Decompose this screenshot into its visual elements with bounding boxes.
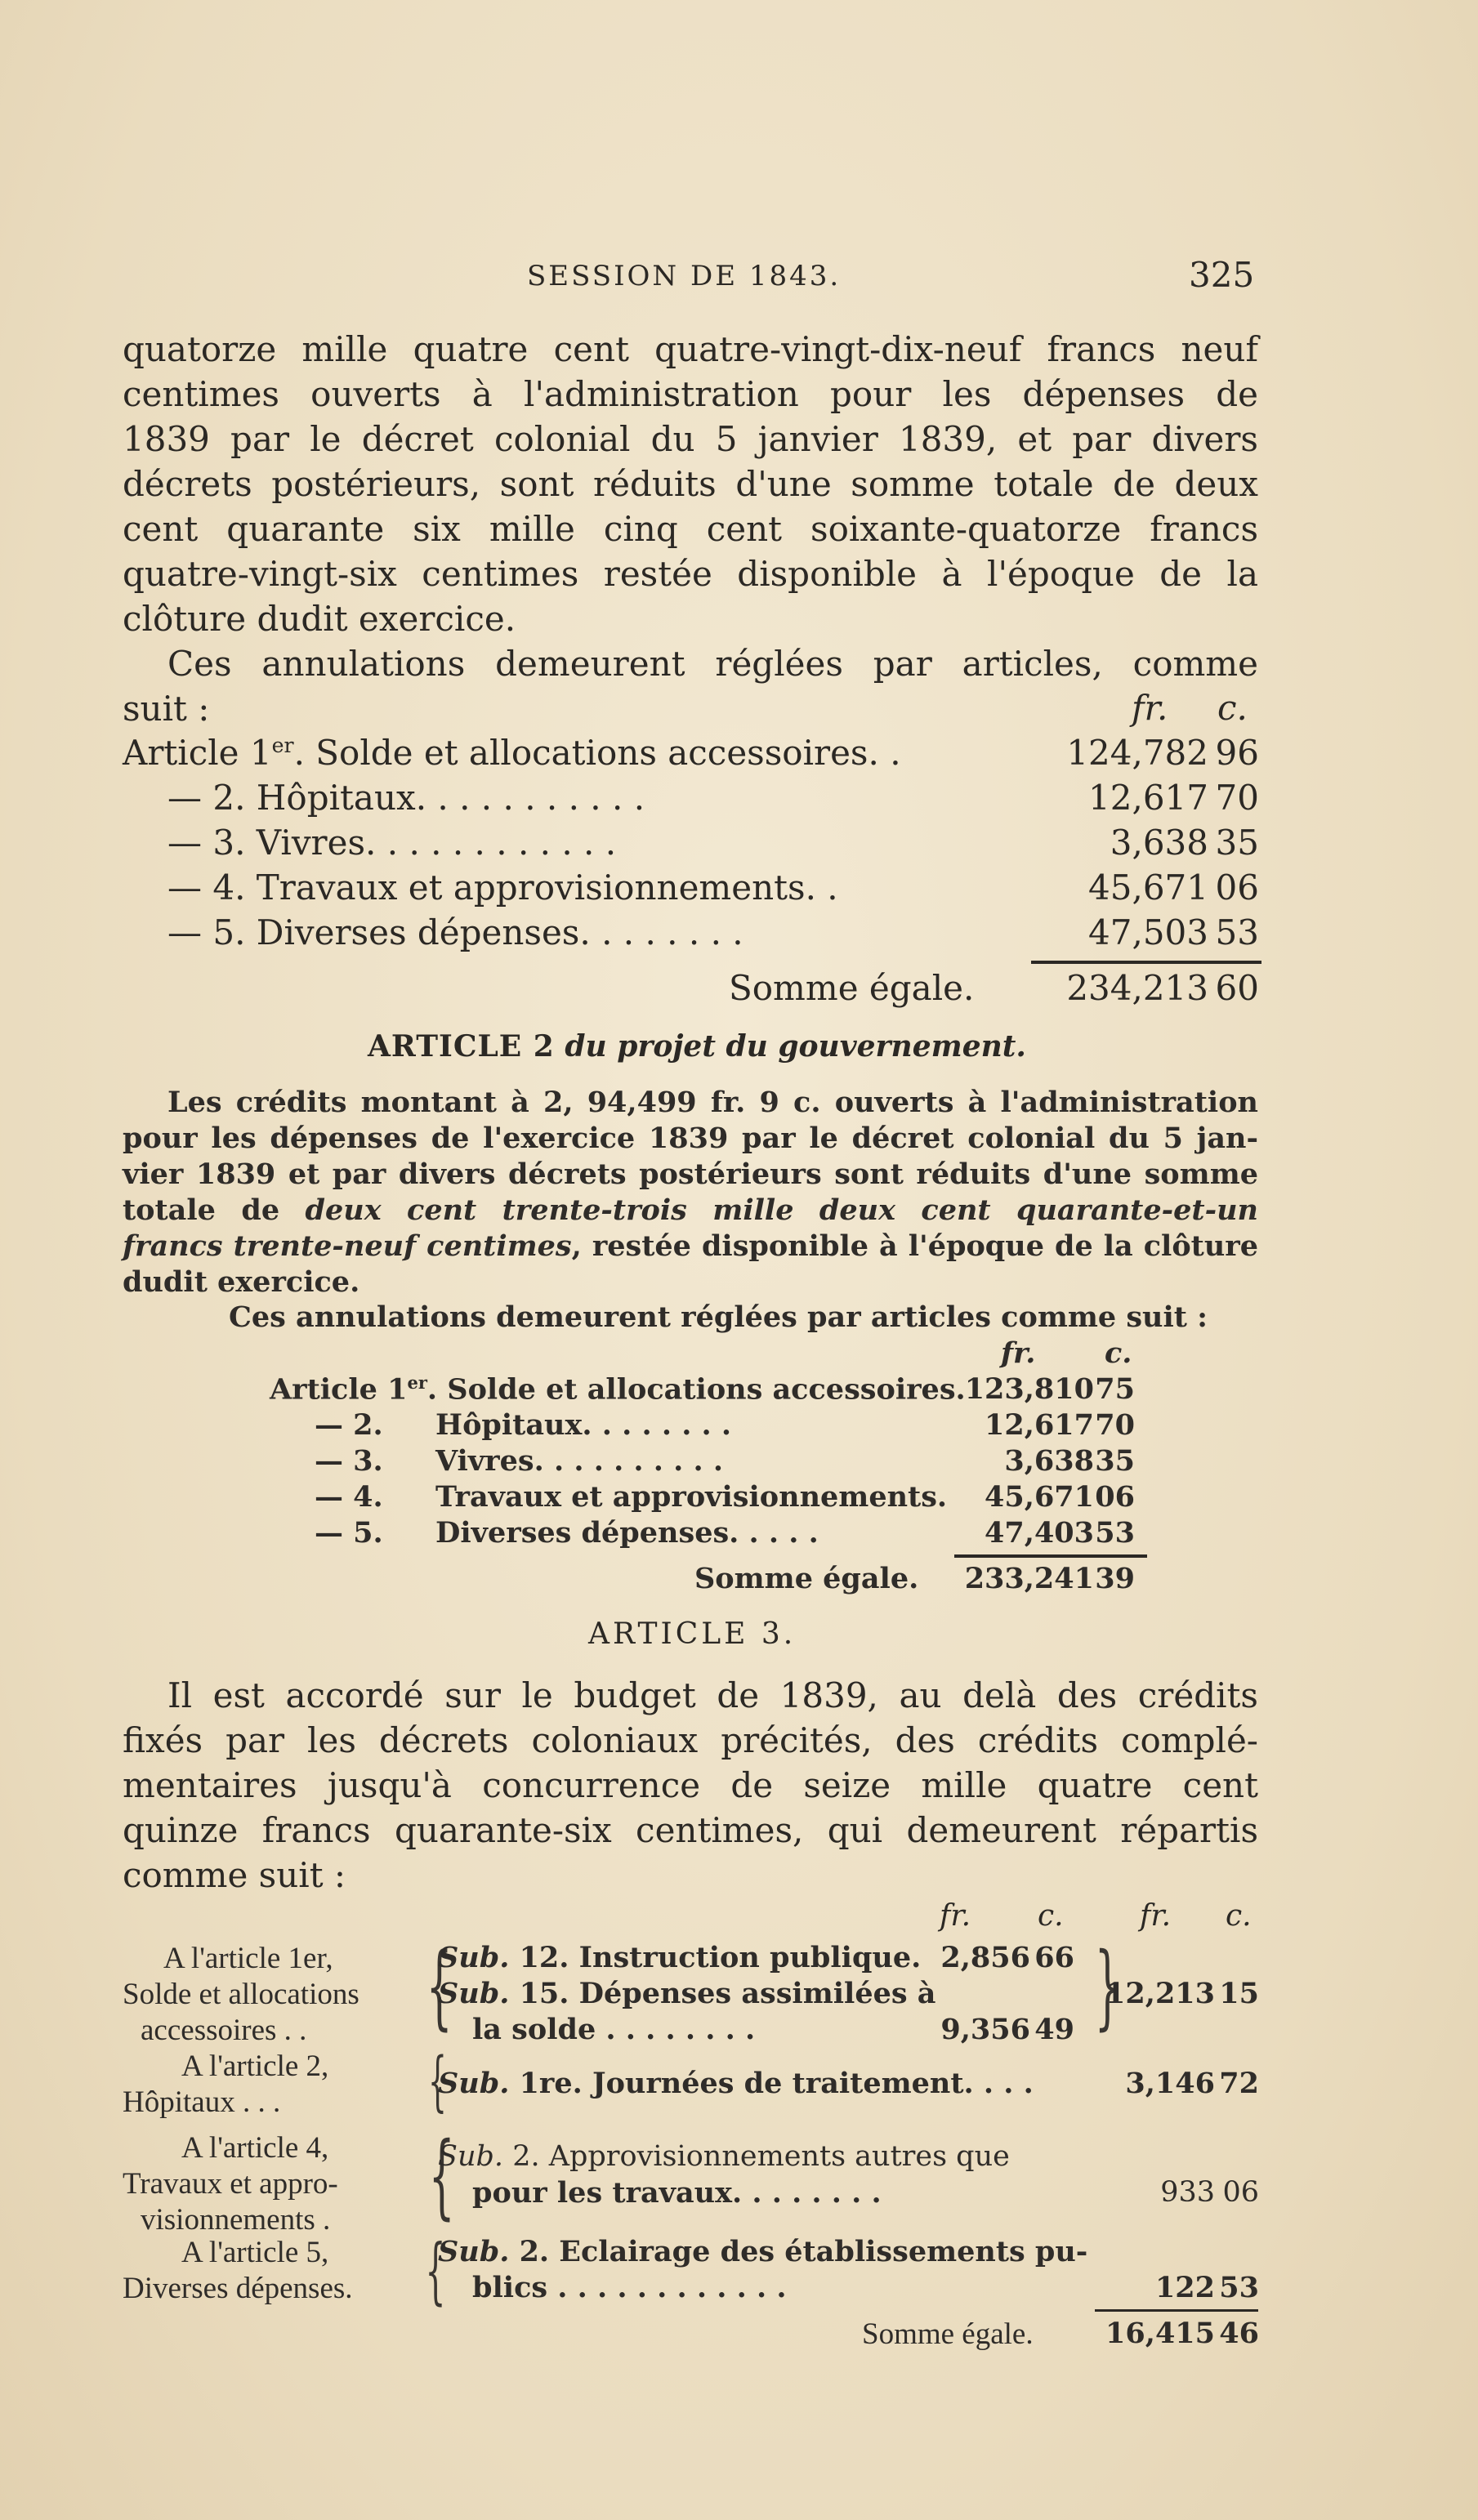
table1-sup: er <box>271 734 294 757</box>
article2-sum-rule <box>954 1554 1147 1558</box>
article2-label: Hôpitaux. . . . . . . . <box>435 1408 732 1442</box>
group3-total-fr: 933 <box>1160 2176 1215 2209</box>
table1-fr: 45,671 <box>1088 868 1208 908</box>
article2-article: — 5. <box>315 1516 383 1550</box>
group3-sub-cont: pour les travaux. . . . . . . . <box>472 2176 882 2210</box>
article2-total-label: Somme égale. <box>694 1562 919 1595</box>
table1-intro: Ces annulations demeurent réglées par articles, comme <box>167 644 1258 684</box>
session-title: SESSION DE 1843. <box>527 260 842 292</box>
article2-text: dudit exercice. <box>123 1265 360 1299</box>
article2-c: 70 <box>1095 1408 1135 1442</box>
group1-sub2-cont: la solde . . . . . . . . <box>472 2013 756 2046</box>
table1-c: 70 <box>1215 778 1259 818</box>
group3-total-c: 06 <box>1222 2176 1259 2209</box>
article3-line: comme suit : <box>123 1855 346 1895</box>
article3-line: quinze francs quarante-six centimes, qui demeurent répartis <box>123 1810 1258 1850</box>
article2-heading-suffix: du projet du gouvernement. <box>554 1029 1026 1064</box>
sub-label: Sub. <box>438 1977 510 2010</box>
table1-label: Diverses dépenses <box>245 912 580 952</box>
article3-col-fr: fr. <box>940 1899 971 1933</box>
article2-c: 06 <box>1095 1480 1135 1514</box>
article2-text-italic: francs trente-neuf centimes <box>123 1229 572 1263</box>
group2-total-fr: 3,146 <box>1125 2067 1215 2100</box>
table1-article: — 2. <box>167 778 246 818</box>
article3-sum-rule <box>1095 2309 1258 2312</box>
table1-row <box>167 778 645 818</box>
group1-left: accessoires . . <box>141 2014 307 2047</box>
table1-col-fr: fr. <box>1132 688 1168 728</box>
intro-line: centimes ouverts à l'administration pour les dépenses de <box>123 374 1258 414</box>
table1-c: 96 <box>1215 733 1259 773</box>
table1-c: 53 <box>1215 912 1259 952</box>
sub-text: 15. Dépenses assimilées à <box>509 1977 936 2010</box>
article2-article: — 2. <box>315 1408 383 1442</box>
group1-sub1-fr: 2,856 <box>940 1941 1030 1974</box>
table1-row <box>167 868 838 908</box>
page-number: 325 <box>1189 255 1255 295</box>
intro-line: quatorze mille quatre cent quatre-vingt-dix-neuf francs neuf <box>123 329 1258 369</box>
article2-fr: 12,617 <box>985 1408 1094 1442</box>
article3-total-label: Somme égale. <box>862 2317 1034 2351</box>
group1-sub2-c: 49 <box>1034 2013 1074 2046</box>
table1-dots: . . . . . . . . . . . <box>415 778 645 818</box>
sub-text: 2. Eclairage des établissements pu- <box>509 2235 1088 2268</box>
sub-text: 2. Approvisionnements autres que <box>503 2140 1010 2173</box>
article2-article: — 3. <box>315 1444 383 1478</box>
group1-total-c: 15 <box>1219 1977 1259 2010</box>
article2-label: . Solde et allocations accessoires. <box>426 1372 966 1407</box>
article2-text: totale de <box>123 1193 306 1227</box>
article3-line: fixés par les décrets coloniaux précités, des crédits complé- <box>123 1720 1258 1760</box>
table1-fr: 12,617 <box>1088 778 1208 818</box>
group4-total-c: 53 <box>1219 2271 1259 2304</box>
group2-left: A l'article 2, <box>181 2049 329 2083</box>
table1-total-fr: 234,213 <box>1066 968 1208 1008</box>
running-header <box>527 260 841 292</box>
group2-sub <box>438 2067 1034 2100</box>
article2-line <box>123 1157 1258 1193</box>
article2-article: — 4. <box>315 1480 383 1514</box>
table1-article: — 3. <box>167 823 246 863</box>
table1-label: . Solde et allocations accessoires. <box>293 733 879 773</box>
group4-total-fr: 122 <box>1154 2271 1215 2304</box>
group2-left: Hôpitaux . . . <box>123 2085 281 2119</box>
group2-brace: { <box>427 2043 447 2119</box>
article2-col-fr: fr. <box>1001 1336 1036 1370</box>
article2-c: 75 <box>1095 1372 1135 1406</box>
article2-col-c: c. <box>1105 1336 1132 1370</box>
article2-line <box>123 1121 1258 1157</box>
table1-label: Hôpitaux <box>245 778 416 818</box>
article2-article: Article 1 <box>270 1372 408 1407</box>
table1-c: 35 <box>1215 823 1259 863</box>
article3-heading: ARTICLE 3. <box>588 1617 797 1651</box>
group3-left: Travaux et appro- <box>123 2167 338 2201</box>
group4-left: Diverses dépenses. <box>123 2272 353 2305</box>
article2-row <box>315 1516 383 1550</box>
article2-row <box>315 1444 383 1478</box>
intro-line: cent quarante six mille cinq cent soixante-quatorze francs <box>123 509 1258 549</box>
intro-line: clôture dudit exercice. <box>123 599 516 639</box>
table1-dots: . <box>878 733 901 773</box>
group1-sub2 <box>438 1977 935 2010</box>
sub-label: Sub. <box>438 2140 504 2173</box>
group1-sub2-fr: 9,356 <box>940 2013 1030 2046</box>
article2-text: Les crédits montant à 2, 94,499 fr. 9 c. ouverts à l'administration <box>167 1086 1258 1119</box>
table1-article: Article 1 <box>123 733 272 773</box>
article2-row <box>315 1408 383 1442</box>
article2-text: pour les dépenses de l'exercice 1839 par le décret colonial du 5 jan- <box>123 1122 1258 1155</box>
article2-c: 53 <box>1095 1516 1135 1550</box>
article2-table-intro: Ces annulations demeurent réglées par articles comme suit : <box>229 1300 1208 1334</box>
group1-close-brace: } <box>1094 1933 1121 2040</box>
article2-sup: er <box>407 1372 427 1393</box>
article2-line <box>123 1229 1258 1264</box>
table1-fr: 124,782 <box>1066 733 1208 773</box>
sub-label: Sub. <box>438 2067 510 2100</box>
table1-total-label: Somme égale. <box>729 968 975 1008</box>
group4-brace: { <box>425 2228 446 2313</box>
article2-total-fr: 233,241 <box>964 1562 1094 1595</box>
article2-text: vier 1839 et par divers décrets postérieurs sont réduits d'une somme <box>123 1157 1258 1191</box>
group4-sub <box>438 2235 1087 2268</box>
table1-label: Travaux et approvisionnements. <box>245 868 816 908</box>
intro-line: quatre-vingt-six centimes restée disponible à l'époque de la <box>123 554 1258 594</box>
article2-fr: 3,638 <box>1004 1444 1094 1478</box>
table1-total-c: 60 <box>1215 968 1259 1008</box>
table1-fr: 47,503 <box>1088 912 1208 952</box>
group1-sub1-c: 66 <box>1034 1941 1074 1974</box>
table1-article: — 4. <box>167 868 246 908</box>
group1-sub1 <box>438 1941 921 1974</box>
article2-text-italic: deux cent trente-trois mille deux cent quarante-et-un <box>305 1193 1258 1227</box>
group3-brace: { <box>428 2123 455 2229</box>
article3-col-c-total: c. <box>1226 1899 1252 1933</box>
group4-left: A l'article 5, <box>181 2236 329 2269</box>
group1-left: A l'article 1er, <box>163 1942 333 1975</box>
article2-heading-prefix: ARTICLE 2 <box>368 1029 555 1064</box>
article2-c: 35 <box>1095 1444 1135 1478</box>
table1-fr: 3,638 <box>1110 823 1208 863</box>
table1-row <box>123 733 901 773</box>
group3-left: visionnements . <box>141 2203 331 2237</box>
article3-col-fr-total: fr. <box>1140 1899 1172 1933</box>
article2-fr: 47,403 <box>985 1516 1094 1550</box>
article2-fr: 45,671 <box>985 1480 1094 1514</box>
article2-heading <box>368 1029 1026 1064</box>
article2-line <box>123 1193 1258 1229</box>
intro-line: 1839 par le décret colonial du 5 janvier 1839, et par divers <box>123 419 1258 459</box>
sub-label: Sub. <box>438 2235 510 2268</box>
table1-row <box>167 823 616 863</box>
table1-dots: . . . . . . . . . . . <box>376 823 617 863</box>
article2-label: Travaux et approvisionnements. <box>435 1480 948 1514</box>
table1-col-c: c. <box>1217 688 1248 728</box>
article2-fr: 123,810 <box>964 1372 1094 1406</box>
article3-total-fr: 16,415 <box>1105 2317 1215 2350</box>
table1-article: — 5. <box>167 912 246 952</box>
group2-total-c: 72 <box>1219 2067 1259 2100</box>
group1-brace: { <box>426 1933 453 2040</box>
table1-dots: . <box>815 868 838 908</box>
group1-total-fr: 12,213 <box>1105 1977 1215 2010</box>
article3-total-c: 46 <box>1219 2317 1259 2350</box>
article2-row <box>270 1372 966 1407</box>
sub-label: Sub. <box>438 1941 510 1974</box>
article3-line: mentaires jusqu'à concurrence de seize mille quatre cent <box>123 1765 1258 1805</box>
sub-text: 1re. Journées de traitement. . . . <box>509 2067 1034 2100</box>
table1-sum-rule <box>1031 961 1261 964</box>
article2-total-c: 39 <box>1095 1562 1135 1595</box>
group1-left: Solde et allocations <box>123 1978 359 2011</box>
table1-row <box>167 912 743 952</box>
table1-label: Vivres. <box>245 823 377 863</box>
article2-row <box>315 1480 383 1514</box>
sub-text: 12. Instruction publique. <box>509 1941 922 1974</box>
article2-line <box>167 1085 1258 1121</box>
article3-line: Il est accordé sur le budget de 1839, au delà des crédits <box>167 1675 1258 1715</box>
table1-intro: suit : <box>123 689 210 729</box>
group3-left: A l'article 4, <box>181 2131 329 2165</box>
article2-line <box>123 1264 1258 1300</box>
article2-text: , restée disponible à l'époque de la clôture <box>571 1229 1258 1263</box>
article2-label: Vivres. . . . . . . . . . <box>435 1444 724 1478</box>
intro-line: décrets postérieurs, sont réduits d'une somme totale de deux <box>123 464 1258 504</box>
table1-c: 06 <box>1215 868 1259 908</box>
article2-label: Diverses dépenses. . . . . <box>435 1516 819 1550</box>
group3-sub <box>438 2140 1010 2173</box>
group4-sub-cont: blics . . . . . . . . . . . . <box>472 2271 787 2304</box>
table1-dots: . . . . . . . . <box>579 912 743 952</box>
article3-col-c: c. <box>1038 1899 1064 1933</box>
